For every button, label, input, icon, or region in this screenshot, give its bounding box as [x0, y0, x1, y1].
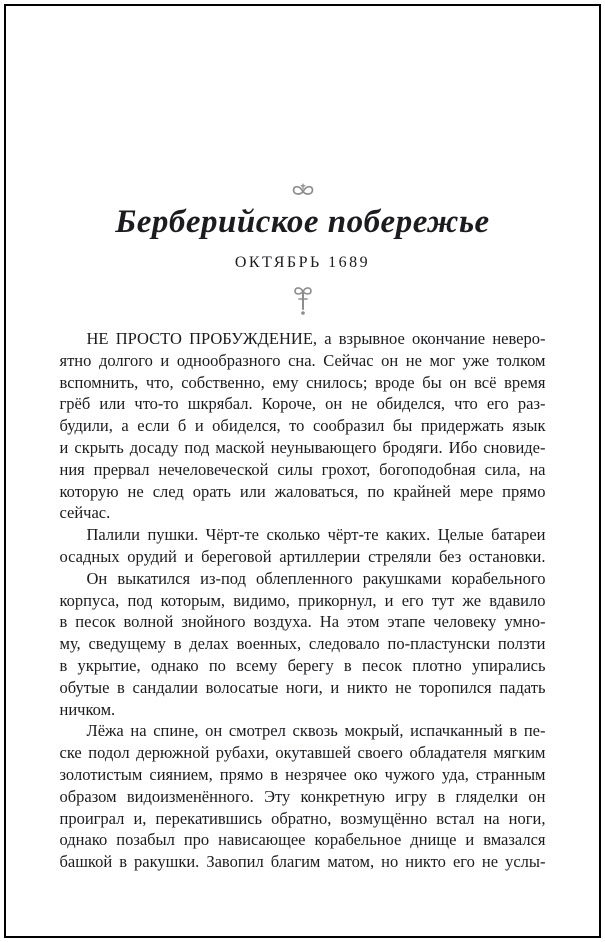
text-line: му, сведущему в делах военных, следовало по-пластунски ползти	[59, 634, 546, 654]
text-line: ния прервал нечеловеческой силы грохот, богоподобная сила, на	[59, 459, 546, 479]
page-border-frame	[4, 4, 601, 938]
text-line: Палили пушки. Чёрт-те сколько чёрт-те каких. Целые батареи	[86, 525, 546, 545]
text-line: грёб или что-то шкрябал. Короче, он не обиделся, что его раз-	[59, 394, 546, 414]
text-line: Он выкатился из-под облепленного ракушками корабельного	[86, 568, 546, 588]
text-line: вспомнить, что, собственно, ему снилось; вроде бы он всё время	[59, 372, 546, 392]
text-line: корпуса, под которым, видимо, прикорнул, и его тут же вдавило	[59, 590, 546, 610]
text-line: в укрытие, однако по всему берегу в песок плотно упирались	[59, 655, 546, 675]
text-line: проиграл и, перекатившись обратно, возмущённо встал на ноги,	[59, 808, 546, 828]
text-line: ске подол дерюжной рубахи, окутавшей своего обладателя мягким	[59, 743, 546, 763]
text-line: ятно долгого и однообразного сна. Сейчас он не мог уже толком	[59, 350, 546, 370]
page-content	[6, 6, 599, 936]
text-line: золотистым сиянием, прямо в незрячее око чужого уда, странным	[59, 764, 546, 784]
paragraph	[60, 328, 546, 524]
chapter-title: Берберийское побережье	[115, 204, 490, 240]
text-line: обутые в сандалии волосатые ноги, и никто не торопился падать	[59, 677, 546, 697]
section-divider-icon	[292, 285, 314, 317]
text-line: башкой в ракушки. Завопил благим матом, но никто его не услы-	[59, 852, 546, 872]
chapter-ornament-icon	[291, 182, 315, 200]
chapter-date: ОКТЯБРЬ 1689	[234, 254, 371, 271]
text-line: будили, а если б и обиделся, то сообразил бы придержать язык	[59, 416, 546, 436]
text-line: НЕ ПРОСТО ПРОБУЖДЕНИЕ, а взрывное окончание неверо-	[86, 329, 546, 348]
text-line: ничком.	[59, 699, 116, 719]
paragraph	[60, 720, 546, 873]
paragraph	[60, 568, 546, 721]
body-text	[60, 328, 546, 873]
text-line: в песок волной знойного воздуха. На этом этапе человеку умно-	[59, 612, 546, 632]
text-line: образом видоизменённого. Эту конкретную игру в гляделки он	[59, 786, 546, 806]
text-line: однако позабыл про нависающее корабельное днище и вмазался	[59, 830, 546, 850]
text-line: и скрыть досаду под маской неунывающего бродяги. Ибо сновиде-	[59, 437, 546, 457]
text-line: Лёжа на спине, он смотрел сквозь мокрый, испачканный в пе-	[86, 721, 546, 741]
text-line: которую не след орать или жаловаться, по крайней мере прямо	[59, 481, 546, 501]
paragraph	[60, 524, 546, 568]
text-line: сейчас.	[59, 503, 111, 523]
text-line: осадных орудий и береговой артиллерии стреляли без остановки.	[59, 546, 546, 566]
